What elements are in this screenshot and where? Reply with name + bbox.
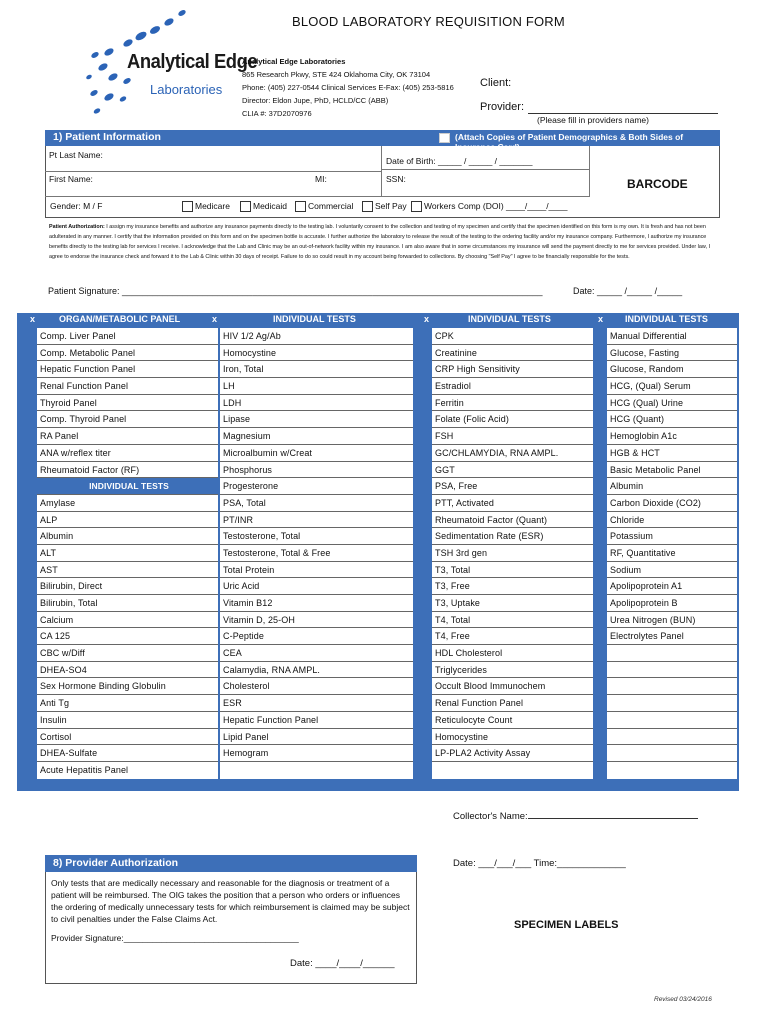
test-item[interactable]: Uric Acid bbox=[220, 578, 413, 595]
test-item[interactable]: Rheumatoid Factor (RF) bbox=[37, 462, 218, 479]
test-item[interactable]: Acute Hepatitis Panel bbox=[40, 764, 129, 775]
patient-info-header bbox=[45, 130, 720, 152]
divider bbox=[45, 196, 590, 197]
mi-label: MI: bbox=[315, 174, 327, 184]
test-item[interactable]: HIV 1/2 Ag/Ab bbox=[220, 328, 413, 345]
provider-authorization-text: Only tests that are medically necessary and reasonable for the diagnosis or treatment of a patient will be reimbursed. The OIG takes the position that a person who orders or influences the ordering of medically unnecessary tests for which reimbursement is claimed may be subject to civil penalties under the False Claims Act. bbox=[51, 878, 410, 924]
lab-name: Analytical Edge Laboratories bbox=[242, 57, 346, 66]
test-item[interactable]: Triglycerides bbox=[432, 662, 593, 679]
barcode-label: BARCODE bbox=[627, 177, 688, 191]
provider-signature-field[interactable]: Provider Signature:_____________________________________ bbox=[51, 933, 299, 943]
test-item[interactable]: Hepatic Function Panel bbox=[37, 361, 218, 378]
checkbox-icon[interactable] bbox=[240, 201, 251, 212]
test-item[interactable]: CRP High Sensitivity bbox=[432, 361, 593, 378]
test-item[interactable]: Microalbumin w/Creat bbox=[220, 445, 413, 462]
test-item[interactable]: Comp. Metabolic Panel bbox=[37, 345, 218, 362]
test-item[interactable]: Carbon Dioxide (CO2) bbox=[607, 495, 737, 512]
dob-field[interactable]: Date of Birth: _____ / _____ / _______ bbox=[386, 156, 533, 166]
x-column-label: x bbox=[212, 314, 218, 324]
empty-test-row[interactable] bbox=[607, 678, 737, 695]
column-header-organ bbox=[17, 313, 218, 328]
test-item[interactable]: T3, Free bbox=[432, 578, 593, 595]
test-item[interactable]: Comp. Thyroid Panel bbox=[37, 411, 218, 428]
test-item[interactable]: Lipid Panel bbox=[220, 729, 413, 746]
test-item[interactable]: Albumin bbox=[37, 528, 218, 545]
patient-signature-field[interactable]: Patient Signature: ____________________________________________________________________________________ bbox=[48, 286, 543, 296]
medicaid-option[interactable]: Medicaid bbox=[240, 201, 287, 212]
lab-address: 865 Research Pkwy, STE 424 Oklahoma City, OK 73104 bbox=[242, 70, 431, 79]
test-item[interactable]: GGT bbox=[432, 462, 593, 479]
test-item[interactable]: Magnesium bbox=[220, 428, 413, 445]
test-item[interactable]: Reticulocyte Count bbox=[432, 712, 593, 729]
test-item[interactable]: HCG (Quant) bbox=[607, 411, 737, 428]
test-item[interactable]: Manual Differential bbox=[607, 328, 737, 345]
header-organ-panel: ORGAN/METABOLIC PANEL bbox=[59, 314, 181, 324]
test-item[interactable]: Folate (Folic Acid) bbox=[432, 411, 593, 428]
test-item[interactable]: CBC w/Diff bbox=[37, 645, 218, 662]
test-item[interactable]: Renal Function Panel bbox=[432, 695, 593, 712]
divider bbox=[45, 171, 382, 172]
provider-date-field[interactable]: Date: ____/____/______ bbox=[290, 958, 395, 969]
test-item[interactable]: DHEA-Sulfate bbox=[37, 745, 218, 762]
test-item[interactable]: T4, Total bbox=[432, 612, 593, 629]
test-item[interactable]: Homocystine bbox=[432, 729, 593, 746]
provider-note: (Please fill in providers name) bbox=[537, 115, 649, 125]
form-title: BLOOD LABORATORY REQUISITION FORM bbox=[292, 14, 565, 29]
collection-date-time-field[interactable]: Date: ___/___/___ Time:_____________ bbox=[453, 858, 626, 869]
patient-info-title: 1) Patient Information bbox=[53, 131, 161, 143]
test-item[interactable]: Iron, Total bbox=[220, 361, 413, 378]
test-item[interactable]: Thyroid Panel bbox=[37, 395, 218, 412]
test-item[interactable]: ANA w/reflex titer bbox=[37, 445, 218, 462]
test-item[interactable]: Albumin bbox=[607, 478, 737, 495]
test-item[interactable]: Calamydia, RNA AMPL. bbox=[220, 662, 413, 679]
test-item[interactable]: DHEA-SO4 bbox=[37, 662, 218, 679]
test-item[interactable]: Urea Nitrogen (BUN) bbox=[607, 612, 737, 629]
test-item[interactable]: PSA, Total bbox=[220, 495, 413, 512]
logo-brand-text: Analytical Edge bbox=[127, 51, 258, 73]
collector-input-line[interactable] bbox=[528, 810, 698, 819]
client-label: Client: bbox=[480, 77, 512, 89]
test-item[interactable]: Apolipoprotein A1 bbox=[607, 578, 737, 595]
x-column-label: x bbox=[598, 314, 604, 324]
test-item[interactable]: AST bbox=[37, 562, 218, 579]
test-item[interactable]: HGB & HCT bbox=[607, 445, 737, 462]
test-item[interactable]: Lipase bbox=[220, 411, 413, 428]
test-item[interactable]: PSA, Free bbox=[432, 478, 593, 495]
test-item[interactable]: Sodium bbox=[607, 562, 737, 579]
self-pay-option[interactable]: Self Pay bbox=[362, 201, 407, 212]
workers-comp-option[interactable]: Workers Comp (DOI) ____/____/____ bbox=[411, 201, 567, 212]
commercial-option[interactable]: Commercial bbox=[295, 201, 353, 212]
test-item[interactable]: Electrolytes Panel bbox=[607, 628, 737, 645]
test-item[interactable]: RA Panel bbox=[37, 428, 218, 445]
provider-field[interactable] bbox=[528, 113, 718, 114]
x-column-label: x bbox=[30, 314, 36, 324]
lab-phone: Phone: (405) 227-0544 Clinical Services E-Fax: (405) 253-5816 bbox=[242, 83, 454, 92]
test-item[interactable]: Total Protein bbox=[220, 562, 413, 579]
attach-checkbox[interactable] bbox=[439, 133, 450, 143]
tests-column-2 bbox=[220, 328, 413, 779]
checkbox-icon[interactable] bbox=[411, 201, 422, 212]
medicare-option[interactable]: Medicare bbox=[182, 201, 230, 212]
checkbox-icon[interactable] bbox=[295, 201, 306, 212]
test-item[interactable]: Progesterone bbox=[220, 478, 413, 495]
x-column-label: x bbox=[424, 314, 430, 324]
test-item[interactable]: ESR bbox=[220, 695, 413, 712]
test-item[interactable]: PTT, Activated bbox=[432, 495, 593, 512]
lab-director: Director: Eldon Jupe, PhD, HCLD/CC (ABB) bbox=[242, 96, 389, 105]
test-item[interactable]: C-Peptide bbox=[220, 628, 413, 645]
test-item[interactable]: Homocystine bbox=[220, 345, 413, 362]
test-item[interactable]: Insulin bbox=[37, 712, 218, 729]
test-item[interactable]: Vitamin D, 25-OH bbox=[220, 612, 413, 629]
authorization-label: Patient Authorization: bbox=[49, 224, 105, 230]
tests-column-4 bbox=[607, 328, 737, 779]
tests-column-3 bbox=[432, 328, 593, 779]
test-item[interactable]: Hemoglobin A1c bbox=[607, 428, 737, 445]
divider bbox=[381, 169, 589, 170]
provider-authorization-header: 8) Provider Authorization bbox=[45, 855, 417, 872]
divider bbox=[589, 146, 590, 197]
test-item[interactable]: PT/INR bbox=[220, 512, 413, 529]
ssn-label: SSN: bbox=[386, 174, 406, 184]
provider-label: Provider: bbox=[480, 101, 525, 113]
empty-test-row[interactable] bbox=[607, 712, 737, 729]
test-item[interactable]: Comp. Liver Panel bbox=[37, 328, 218, 345]
test-item[interactable]: Cholesterol bbox=[220, 678, 413, 695]
test-item[interactable]: LDH bbox=[220, 395, 413, 412]
checkbox-icon[interactable] bbox=[182, 201, 193, 212]
test-item[interactable]: T4, Free bbox=[432, 628, 593, 645]
empty-test-row[interactable] bbox=[432, 762, 593, 779]
patient-authorization-text bbox=[49, 222, 721, 262]
column-header-tests-1 bbox=[201, 313, 413, 328]
collector-name-field[interactable] bbox=[453, 810, 698, 822]
test-item[interactable]: Calcium bbox=[37, 612, 218, 629]
test-item[interactable]: T3, Uptake bbox=[432, 595, 593, 612]
empty-test-row[interactable] bbox=[607, 645, 737, 662]
test-item[interactable]: HDL Cholesterol bbox=[432, 645, 593, 662]
test-item[interactable]: FSH bbox=[432, 428, 593, 445]
test-item[interactable]: Glucose, Fasting bbox=[607, 345, 737, 362]
test-item[interactable]: Bilirubin, Direct bbox=[37, 578, 218, 595]
test-item[interactable]: Testosterone, Total bbox=[220, 528, 413, 545]
test-item[interactable]: Sex Hormone Binding Globulin bbox=[37, 678, 218, 695]
test-item[interactable]: Cortisol bbox=[37, 729, 218, 746]
logo-sub-text: Laboratories bbox=[150, 82, 223, 97]
test-item[interactable]: Renal Function Panel bbox=[37, 378, 218, 395]
patient-date-field[interactable]: Date: _____ /_____ /_____ bbox=[573, 286, 683, 296]
test-item[interactable]: LP-PLA2 Activity Assay bbox=[432, 745, 593, 762]
empty-test-row[interactable] bbox=[607, 745, 737, 762]
test-item[interactable]: CPK bbox=[432, 328, 593, 345]
authorization-body: I assign my insurance benefits and authorize any insurance payments directly to the testing lab. I voluntarily consent to the collection and testing of my specimen and certify that the specimen identified on this form is my own. It is fresh and has not been adulterated in any manner. I certify that the information provided on this form and on the specimen bottle is accurate. I further authorize the laboratory to release the result of the testing to the ordering facility and/or my insurance company. Furthermore, I authorize my insurance benefits directly to the testing lab for services I receive. I acknowledge that the Lab and Clinic may be an out-of-network facility within my insurance. I am also aware that in some circumstances my insurance will send the payment directly to me for services provided. Under law, I agree to endorse the insurance check and forward it to the Lab & Clinic within 30 days of receipt. Failure to do so could result in my account being forwarded to collections. By choosing "Self Pay" I agree to be financially responsible for the tests. bbox=[49, 224, 710, 260]
test-item[interactable]: Ferritin bbox=[432, 395, 593, 412]
test-item[interactable]: ALT bbox=[37, 545, 218, 562]
test-item[interactable]: RF, Quantitative bbox=[607, 545, 737, 562]
revised-date: Revised 03/24/2016 bbox=[654, 996, 712, 1003]
test-item[interactable]: Creatinine bbox=[432, 345, 593, 362]
test-item[interactable]: T3, Total bbox=[432, 562, 593, 579]
test-item[interactable]: Testosterone, Total & Free bbox=[220, 545, 413, 562]
empty-test-row[interactable] bbox=[607, 695, 737, 712]
lab-logo bbox=[85, 5, 258, 120]
test-item[interactable]: Chloride bbox=[607, 512, 737, 529]
test-item[interactable]: Rheumatoid Factor (Quant) bbox=[432, 512, 593, 529]
column-header-tests-2 bbox=[413, 313, 593, 328]
checkbox-icon[interactable] bbox=[362, 201, 373, 212]
test-item[interactable]: ALP bbox=[37, 512, 218, 529]
test-item[interactable]: Basic Metabolic Panel bbox=[607, 462, 737, 479]
column-header-tests-3 bbox=[593, 313, 739, 328]
first-name-label: First Name: bbox=[49, 174, 93, 184]
gender-field[interactable]: Gender: M / F bbox=[50, 201, 103, 211]
test-item[interactable]: LH bbox=[220, 378, 413, 395]
empty-test-row[interactable] bbox=[607, 729, 737, 746]
lab-clia: CLIA #: 37D2070976 bbox=[242, 109, 312, 118]
collector-label: Collector's Name: bbox=[453, 811, 528, 822]
test-item[interactable]: Vitamin B12 bbox=[220, 595, 413, 612]
header-individual-tests: INDIVIDUAL TESTS bbox=[625, 314, 708, 324]
test-item[interactable]: Hemogram bbox=[220, 745, 413, 762]
test-item[interactable]: Estradiol bbox=[432, 378, 593, 395]
tests-column-1 bbox=[37, 328, 218, 779]
divider bbox=[381, 146, 382, 197]
test-item[interactable]: Potassium bbox=[607, 528, 737, 545]
attach-note: (Attach Copies of Patient Demographics & Both Sides of Insurance Card) bbox=[455, 132, 684, 152]
last-name-label: Pt Last Name: bbox=[49, 150, 103, 160]
empty-test-row[interactable] bbox=[607, 762, 737, 779]
test-item[interactable]: TSH 3rd gen bbox=[432, 545, 593, 562]
specimen-labels-title: SPECIMEN LABELS bbox=[514, 919, 619, 931]
subheader-individual-tests: INDIVIDUAL TESTS bbox=[37, 478, 218, 495]
test-item[interactable]: Occult Blood Immunochem bbox=[432, 678, 593, 695]
test-item[interactable]: HCG, (Qual) Serum bbox=[607, 378, 737, 395]
test-item[interactable]: Hepatic Function Panel bbox=[220, 712, 413, 729]
test-item[interactable]: CEA bbox=[220, 645, 413, 662]
empty-test-row[interactable] bbox=[220, 762, 413, 779]
header-individual-tests: INDIVIDUAL TESTS bbox=[273, 314, 356, 324]
header-individual-tests: INDIVIDUAL TESTS bbox=[468, 314, 551, 324]
test-item[interactable]: Apolipoprotein B bbox=[607, 595, 737, 612]
test-item[interactable]: Glucose, Random bbox=[607, 361, 737, 378]
test-item[interactable]: Amylase bbox=[37, 495, 218, 512]
test-item[interactable]: HCG (Qual) Urine bbox=[607, 395, 737, 412]
test-item[interactable]: GC/CHLAMYDIA, RNA AMPL. bbox=[432, 445, 593, 462]
test-item[interactable]: Phosphorus bbox=[220, 462, 413, 479]
test-item[interactable]: CA 125 bbox=[37, 628, 218, 645]
test-item[interactable]: Anti Tg bbox=[37, 695, 218, 712]
test-item[interactable]: Sedimentation Rate (ESR) bbox=[432, 528, 593, 545]
empty-test-row[interactable] bbox=[607, 662, 737, 679]
test-item[interactable]: Bilirubin, Total bbox=[37, 595, 218, 612]
lab-info bbox=[242, 55, 454, 120]
